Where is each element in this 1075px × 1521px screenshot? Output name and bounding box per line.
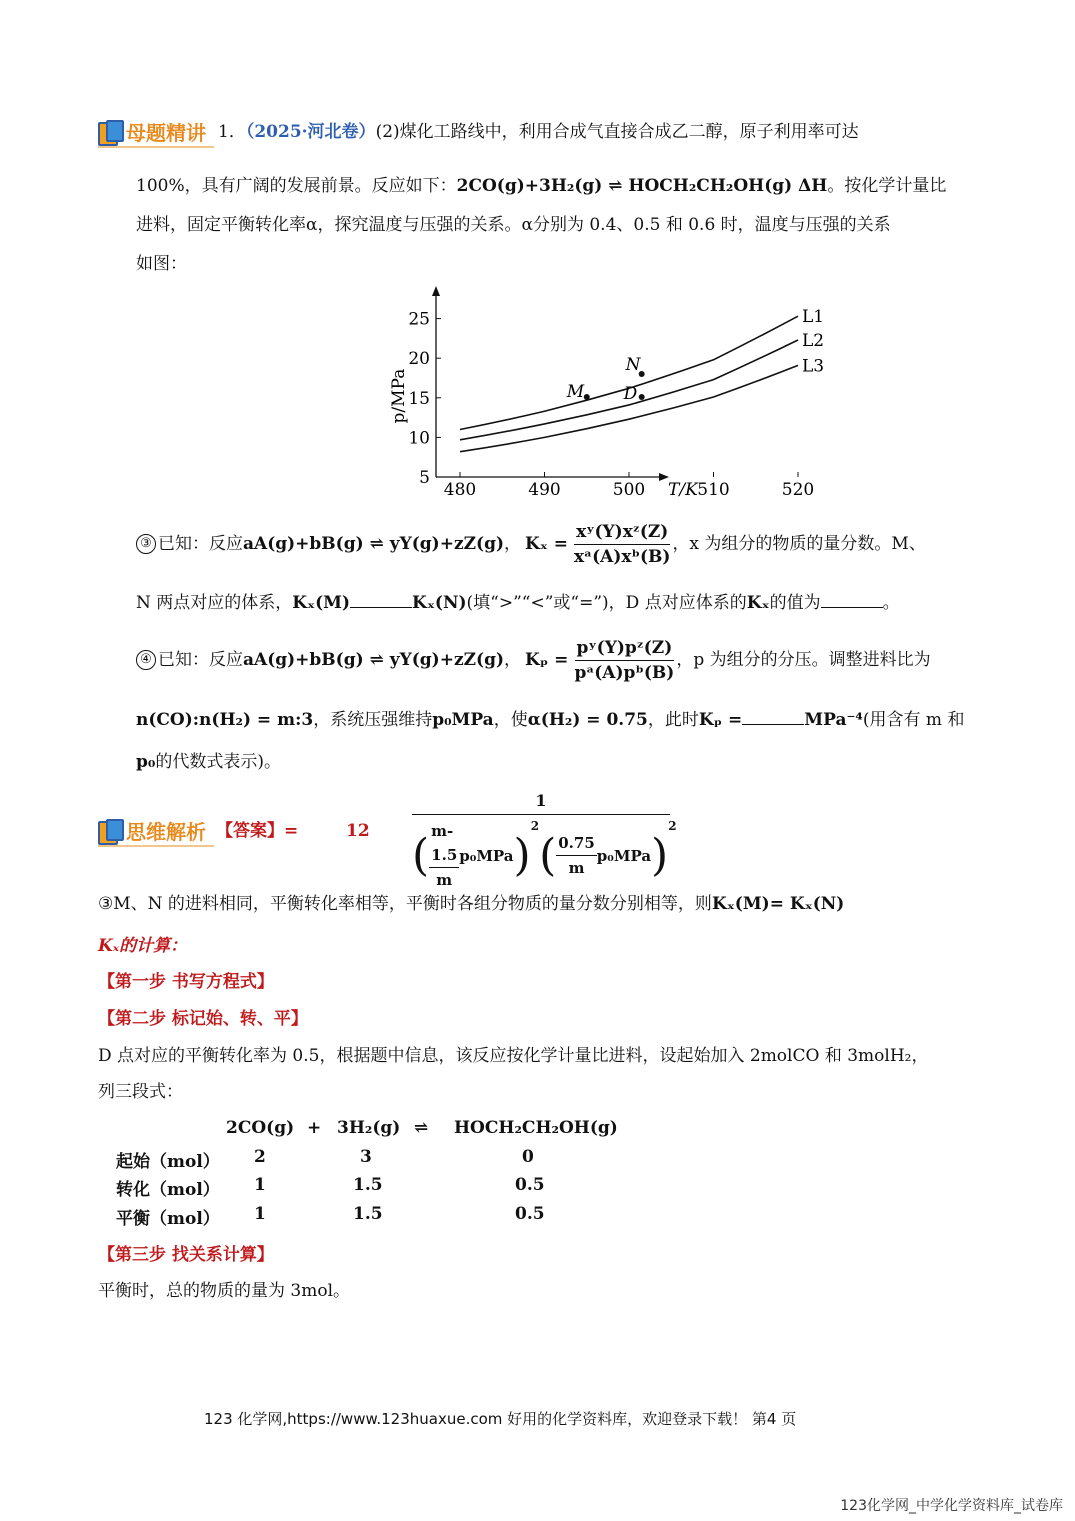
pressure-term: p₀MPa: [596, 846, 652, 865]
feed-ratio: n(CO):n(H₂) = m:3: [136, 710, 314, 730]
kx-m: Kₓ(M): [292, 593, 351, 613]
answer-blank-3[interactable]: [742, 706, 804, 725]
y-tick-label: 15: [408, 388, 430, 409]
badge-title: 思维解析: [126, 819, 206, 844]
y-tick-label: 5: [419, 468, 430, 488]
point-label: M: [566, 382, 585, 403]
table-cell: 0: [522, 1147, 534, 1167]
y-tick-label: 25: [408, 309, 430, 330]
kx-symbol: Kₓ =: [525, 534, 569, 554]
analysis-p4: 平衡时，总的物质的量为 3mol。: [98, 1281, 351, 1301]
y-tick-label: 20: [408, 349, 430, 370]
kx-n: Kₓ(N): [412, 593, 467, 613]
series-label: L3: [802, 356, 825, 377]
table-head-5: HOCH₂CH₂OH(g): [454, 1118, 618, 1138]
step-1: 【第一步 书写方程式】: [98, 972, 274, 992]
analysis-p1: [98, 891, 844, 917]
fraction-denominator: pᵃ(A)pᵇ(B): [574, 662, 675, 683]
data-point: [584, 394, 590, 400]
table-row-label: 转化（mol）: [116, 1180, 220, 1200]
question-line-3: 进料，固定平衡转化率α，探究温度与压强的关系。α分别为 0.4、0.5 和 0.6 时，温度与压强的关系: [136, 215, 891, 235]
kx-fraction: [572, 520, 672, 569]
kx-symbol: Kₓ: [746, 593, 770, 613]
data-point: [639, 394, 645, 400]
step-2: 【第二步 标记始、转、平】: [98, 1009, 308, 1029]
question-source: （2025·河北卷）: [245, 122, 376, 142]
text: (用含有 m 和: [862, 710, 965, 730]
x-tick-label: 480: [443, 480, 477, 500]
text: ，使: [493, 710, 528, 730]
answer-blank-2[interactable]: [821, 589, 883, 608]
pressure-value: p₀MPa: [432, 710, 494, 730]
table-cell: 1.5: [353, 1175, 383, 1195]
answer-value-1: 12: [346, 821, 370, 841]
q3-line-2: [136, 589, 900, 616]
text: 。按化学计量比: [827, 176, 947, 196]
analysis-p2: D 点对应的平衡转化率为 0.5，根据题中信息，该反应按化学计量比进料，设起始加入 2molCO 和 3molH₂，: [98, 1046, 929, 1066]
text: ，x 为组分的物质的量分数。M、: [672, 534, 926, 554]
main-equation: 2CO(g)+3H₂(g) ⇌ HOCH₂CH₂OH(g) ΔH: [456, 176, 828, 196]
text: N 两点对应的体系，: [136, 593, 293, 613]
circled-number: ③: [136, 534, 156, 554]
q4-line-2: [136, 706, 964, 733]
section-badge-analysis: [98, 816, 206, 844]
page-footer: 123 化学网,https://www.123huaxue.com 好用的化学资料库，欢迎登录下载！ 第4 页: [204, 1410, 797, 1428]
series-label: L2: [802, 330, 825, 351]
y-tick-label: 10: [408, 428, 430, 449]
text: 已知：反应: [158, 534, 243, 554]
answer-blank-1[interactable]: [350, 589, 412, 608]
text: ，: [504, 534, 522, 554]
text: ③M、N 的进料相同，平衡转化率相等，平衡时各组分物质的量分数分别相等，则: [98, 894, 712, 914]
table-cell: 1.5: [353, 1204, 383, 1224]
temperature-pressure-chart: [380, 282, 825, 504]
table-cell: 0.5: [515, 1175, 545, 1195]
table-cell: 0.5: [515, 1204, 545, 1224]
fraction-denominator: m: [436, 871, 453, 889]
general-reaction: aA(g)+bB(g) ⇌ yY(g)+zZ(g): [243, 650, 505, 670]
pressure-term: p₀MPa: [459, 846, 514, 865]
x-tick-label: 490: [528, 480, 561, 500]
question-text: (2)煤化工路线中，利用合成气直接合成乙二醇，原子利用率可达: [375, 122, 859, 142]
series-label: L1: [802, 307, 825, 328]
table-cell: 1: [254, 1175, 266, 1195]
kx-equality: Kₓ(M)= Kₓ(N): [711, 894, 845, 914]
answer-label: 【答案】=: [216, 821, 299, 841]
q4-line-3: [136, 749, 281, 775]
question-line-2: [136, 173, 946, 199]
text: 100%，具有广阔的发展前景。反应如下：: [136, 176, 457, 196]
x-tick-label: 510: [697, 480, 730, 500]
kx-calc-title: Kₓ的计算：: [98, 936, 188, 956]
kp-symbol: Kₚ =: [525, 650, 569, 670]
text: ，p 为组分的分压。调整进料比为: [676, 650, 931, 670]
question-line-4: 如图：: [136, 254, 187, 274]
book-icon: [98, 120, 124, 142]
exponent: 2: [668, 819, 677, 833]
series-line: [460, 365, 798, 451]
answer-kp-expression: 1 ( $\frac{m-1.5}{m}$ p₀MPa ) 2 ( $\frac{0.75}{m}$ p₀MPa ) 2: [412, 790, 670, 892]
table-cell: 1: [254, 1204, 266, 1224]
x-tick-label: 520: [781, 480, 815, 500]
badge-title: 母题精讲: [126, 120, 206, 145]
table-cell: 2: [254, 1147, 266, 1167]
q4-line-1: [136, 637, 931, 683]
book-icon: [98, 819, 124, 841]
fraction-numerator: pʸ(Y)pᶻ(Z): [575, 636, 675, 661]
fraction-denominator: m: [568, 859, 585, 877]
x-tick-label: 500: [612, 480, 646, 500]
unit: MPa⁻⁴: [804, 710, 863, 730]
text: ，: [504, 650, 522, 670]
kp-symbol: Kₚ =: [698, 710, 743, 730]
text: 的值为: [769, 593, 821, 613]
step-3: 【第三步 找关系计算】: [98, 1245, 274, 1265]
general-reaction: aA(g)+bB(g) ⇌ yY(g)+zZ(g): [243, 534, 505, 554]
table-head-4: ⇌: [414, 1118, 429, 1138]
p0-symbol: p₀: [136, 752, 156, 772]
fraction-numerator: m-1.5: [429, 819, 459, 868]
table-head-2: +: [307, 1118, 322, 1138]
analysis-p3: 列三段式：: [98, 1082, 183, 1102]
fraction-numerator: xʸ(Y)xᶻ(Z): [574, 520, 670, 545]
numerator-one: 1: [535, 791, 547, 810]
table-head-3: 3H₂(g): [337, 1118, 401, 1138]
fraction-denominator: xᵃ(A)xᵇ(B): [574, 546, 671, 567]
exponent: 2: [530, 819, 540, 833]
kp-fraction: [572, 636, 676, 685]
text: ，此时: [647, 710, 699, 730]
section-badge-mother-question: [98, 117, 206, 145]
y-axis-label: p/MPa: [389, 368, 409, 424]
fraction-numerator: 0.75: [556, 831, 597, 856]
x-axis-label: T/K: [668, 480, 698, 500]
table-row-label: 起始（mol）: [116, 1152, 220, 1172]
q3-line-1: [136, 521, 926, 567]
watermark-text: 123化学网_中学化学资料库_试卷库: [840, 1498, 1063, 1514]
text: ，系统压强维持: [313, 710, 433, 730]
text: 已知：反应: [158, 650, 243, 670]
y-axis-arrow: [432, 286, 440, 296]
text: 。: [882, 593, 900, 613]
point-label: N: [625, 355, 641, 376]
circled-number: ④: [136, 650, 156, 670]
table-cell: 3: [360, 1147, 372, 1167]
question-line-1: [218, 119, 859, 145]
table-head-1: 2CO(g): [226, 1118, 295, 1138]
text: 的代数式表示)。: [155, 752, 281, 772]
table-row-label: 平衡（mol）: [116, 1209, 220, 1229]
question-number: 1．: [218, 122, 246, 142]
point-label: D: [623, 384, 638, 405]
alpha-value: α(H₂) = 0.75: [527, 710, 648, 730]
text: (填“>”“<”或“=”)，D 点对应体系的: [466, 593, 747, 613]
